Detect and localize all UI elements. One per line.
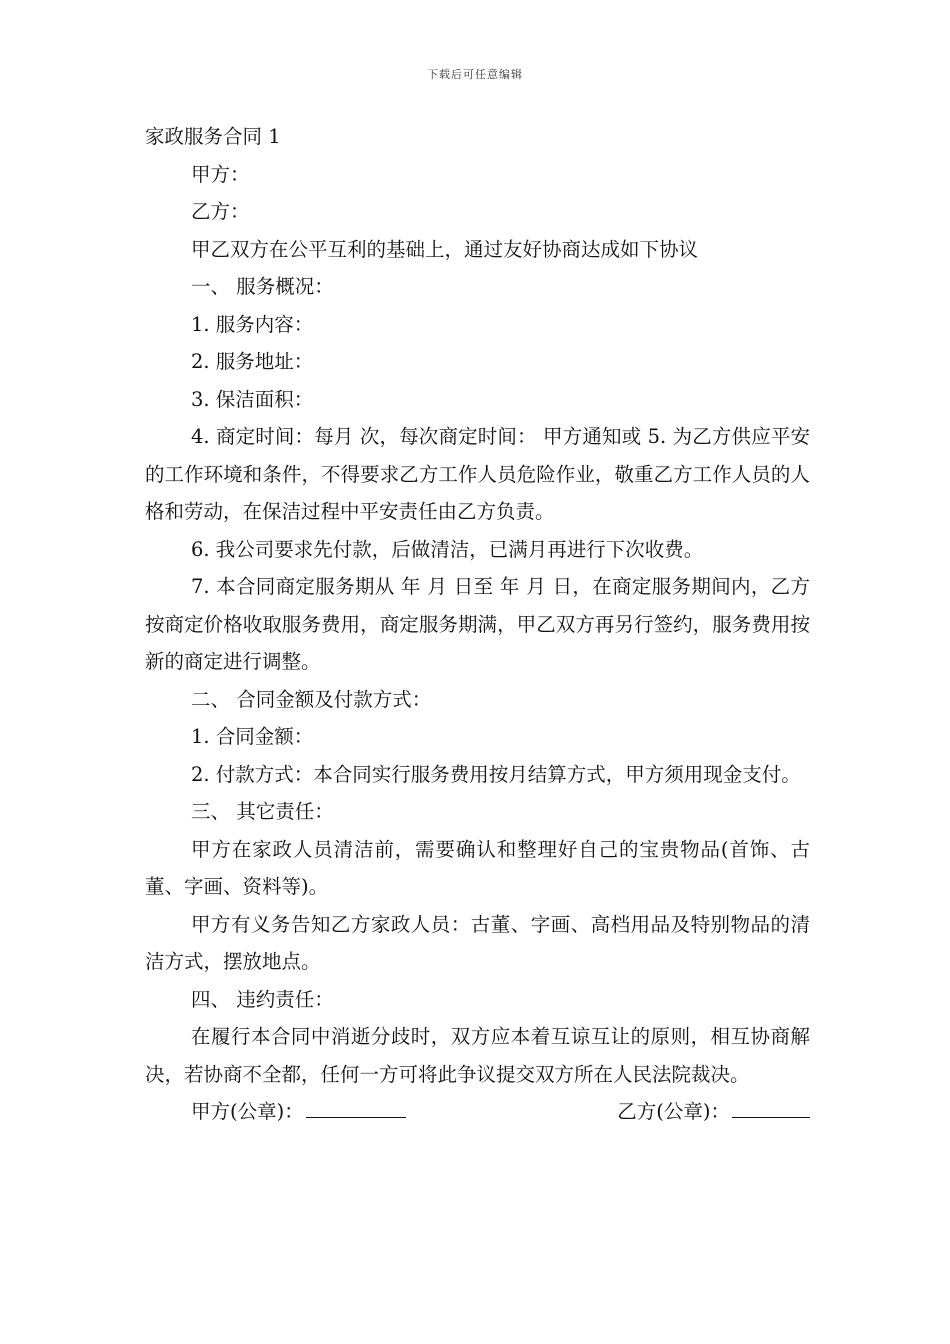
service-period-item: 7. 本合同商定服务期从 年 月 日至 年 月 日，在商定服务期间内，乙方按商定价格收取服务费用，商定服务期满，甲乙双方再另行签约，服务费用按新的商定进行调整。 — [145, 575, 810, 673]
header-note: 下载后可任意编辑 — [427, 68, 523, 81]
party-b-seal-label: 乙方(公章)： — [617, 1100, 730, 1123]
service-address-item: 2. 服务地址： — [191, 350, 314, 373]
intro-paragraph: 甲乙双方在公平互利的基础上，通过友好协商达成如下协议 — [191, 237, 699, 261]
party-a-seal-label: 甲方(公章)： — [191, 1100, 304, 1123]
section1-heading: 一、 服务概况： — [191, 275, 334, 298]
schedule-and-safety-item: 4. 商定时间：每月 次，每次商定时间： 甲方通知或 5. 为乙方供应平安的工作环境和条件，不得要求乙方工作人员危险作业，敬重乙方工作人员的人格和劳动，在保洁过程中平安责任由乙方负责。 — [145, 425, 810, 523]
service-content-item: 1. 服务内容： — [191, 312, 314, 336]
document-title: 家政服务合同 1 — [145, 125, 281, 148]
party-b-label: 乙方： — [191, 200, 250, 223]
party-a-signature — [191, 1093, 406, 1131]
valuables-paragraph: 甲方在家政人员清洁前，需要确认和整理好自己的宝贵物品(首饰、古董、字画、资料等)。 — [145, 837, 810, 898]
contract-amount-item: 1. 合同金额： — [191, 725, 314, 748]
party-b-signature — [617, 1093, 810, 1131]
signature-row — [145, 1093, 810, 1131]
dispute-paragraph: 在履行本合同中消逝分歧时，双方应本着互谅互让的原则，相互协商解决，若协商不全都，任何一方可将此争议提交双方所在人民法院裁决。 — [145, 1025, 810, 1086]
contract-document — [145, 118, 810, 1131]
section4-heading: 四、 违约责任： — [191, 987, 334, 1011]
cleaning-area-item: 3. 保洁面积： — [191, 387, 314, 411]
section2-heading: 二、 合同金额及付款方式： — [191, 687, 432, 711]
party-a-label: 甲方： — [191, 162, 250, 186]
party-b-signature-line — [732, 1093, 810, 1118]
section3-heading: 三、 其它责任： — [191, 800, 334, 823]
notification-paragraph: 甲方有义务告知乙方家政人员：古董、字画、高档用品及特别物品的清洁方式，摆放地点。 — [145, 912, 810, 973]
payment-method-item: 2. 付款方式：本合同实行服务费用按月结算方式，甲方须用现金支付。 — [191, 762, 801, 786]
payment-first-item: 6. 我公司要求先付款，后做清洁，已满月再进行下次收费。 — [191, 537, 704, 561]
party-a-signature-line — [306, 1093, 406, 1118]
